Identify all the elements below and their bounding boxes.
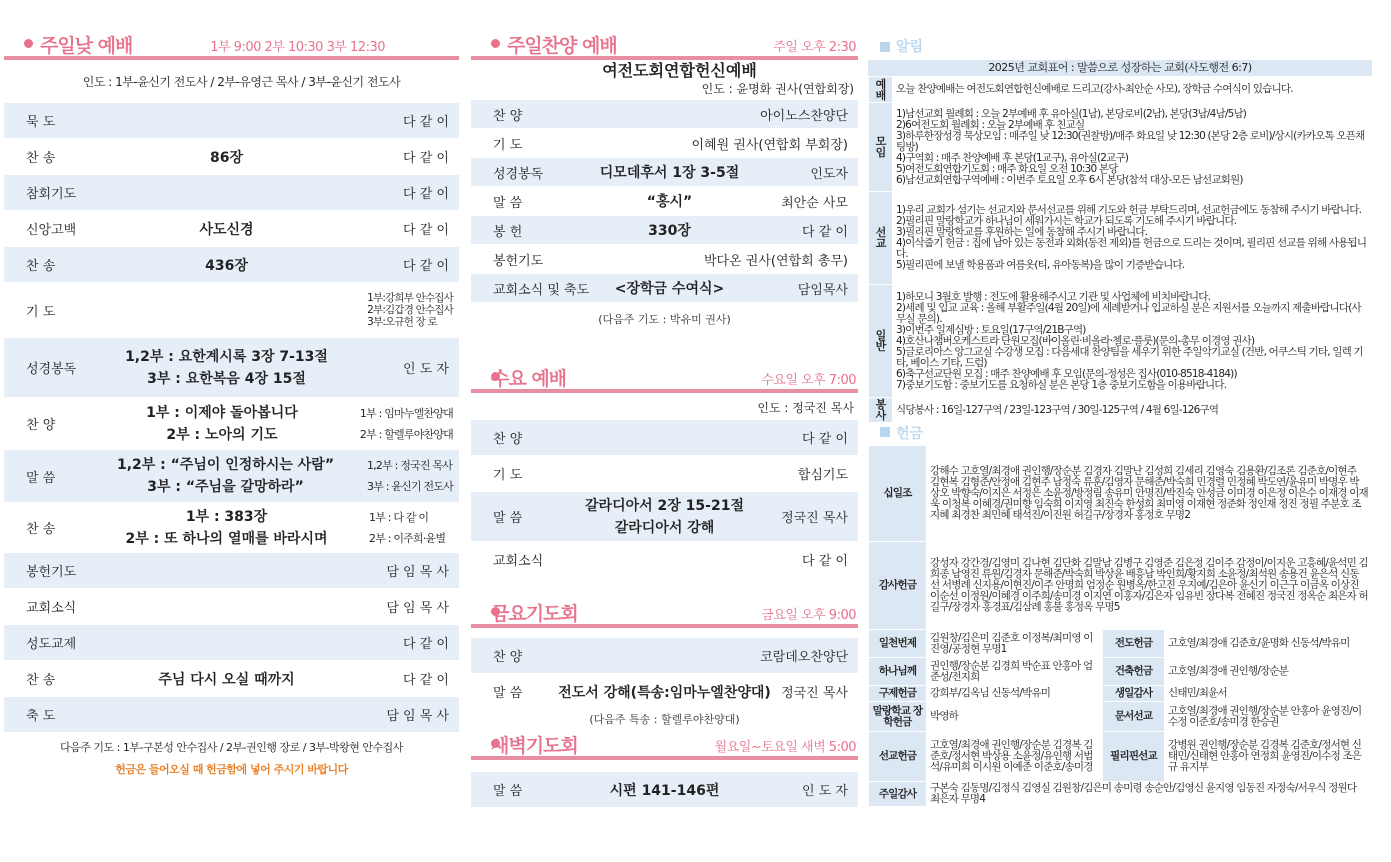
row-label: 말 씀 xyxy=(493,195,523,211)
row-right: 다 같 이 xyxy=(403,187,449,202)
leader-line: 인도 : 1부-윤신기 전도사 / 2부-유영근 목사 / 3부-윤신기 전도사 xyxy=(82,75,401,89)
offering-type: 구제헌금 xyxy=(869,686,927,702)
notice-line: 1)남선교회 월례회 : 오늘 2부예배 후 유아실(1남), 본당로비(2남), 본당(3남/4남/5남) xyxy=(896,107,1247,120)
service-row xyxy=(4,211,459,247)
offering-row xyxy=(869,782,1372,807)
notice-row xyxy=(869,77,1372,103)
notice-table xyxy=(868,76,1372,423)
offering-type: 선교헌금 xyxy=(869,732,927,782)
notice-line: 오늘 찬양예배는 여전도회연합헌신예배로 드리고(강사-최안순 사모), 장학금 수여식이 있습니다. xyxy=(896,83,1293,95)
service-row xyxy=(4,503,459,553)
row-label: 말 씀 xyxy=(493,511,523,526)
offering-type: 문서선교 xyxy=(1103,702,1165,732)
wednesday-header xyxy=(471,363,858,393)
notice-line: 6)남선교회연합구역예배 : 이번주 토요일 오후 6시 본당(참석 대상-모든 남선교회원) xyxy=(896,173,1243,186)
row-right: 다 같 이 xyxy=(403,259,449,274)
praise-next: (다음주 기도 : 박유미 권사) xyxy=(598,313,731,326)
notice-line: 3)필리핀 말랑학교를 후원하는 일에 동참해 주시기 바랍니다. xyxy=(896,226,1148,238)
offering-row xyxy=(869,686,1372,702)
row-content-line: 1,2부 : “주님이 인정하시는 사람” xyxy=(116,457,335,473)
notice-text xyxy=(893,77,1372,103)
offering-row xyxy=(869,630,1372,658)
row-label: 교회소식 xyxy=(26,601,77,616)
notice-line: 1)하모니 3월호 발행 : 전도에 활용해주시고 기관 및 사업체에 비치바랍니다. xyxy=(896,290,1211,303)
row-content: “홍시” xyxy=(646,194,693,210)
service-time: 금요일 오후 9:00 xyxy=(761,608,856,623)
service-time: 수요일 오후 7:00 xyxy=(761,373,856,388)
service-row xyxy=(4,338,459,398)
row-right-line: 1,2부 : 정국진 목사 xyxy=(367,459,453,472)
offering-header xyxy=(868,423,1372,445)
offering-names: 박영하 xyxy=(927,702,1103,732)
offering-names: 신태민/최윤서 xyxy=(1165,686,1372,702)
service-row xyxy=(471,245,858,274)
row-content xyxy=(84,402,360,446)
row-content xyxy=(84,506,369,550)
row-content: 86장 xyxy=(209,149,243,166)
row-label: 말 씀 xyxy=(26,470,56,486)
order-of-service xyxy=(4,103,459,733)
service-row xyxy=(4,697,459,733)
row-right: 인도자 xyxy=(810,166,848,182)
notice-line: 2)세례 및 입교 교육 : 올해 부활주일(4월 20일)에 세례받거나 입교하실 분은 지원서를 오늘까지 제출바랍니다(사무실 문의). xyxy=(896,301,1361,325)
notice-title: 알림 xyxy=(896,39,924,55)
offering-row xyxy=(869,658,1372,686)
row-right xyxy=(367,455,459,497)
friday-order xyxy=(471,638,858,710)
section-title: 주일낮 예배 xyxy=(40,35,133,57)
service-times: 1부 9:00 2부 10:30 3부 12:30 xyxy=(210,40,385,55)
row-label: 찬 송 xyxy=(26,673,56,688)
row-right: 이혜원 권사(연합회 부회장) xyxy=(691,137,848,153)
friday-next: (다음주 특송 : 할렐루야찬양대) xyxy=(589,713,740,726)
row-content-line: 갈라디아서 강해 xyxy=(614,519,715,536)
row-content: 주님 다시 오실 때까지 xyxy=(158,671,295,688)
offering-type: 주일감사 xyxy=(869,782,927,807)
notice-key: 일 반 xyxy=(869,285,893,398)
service-row xyxy=(4,450,459,503)
notice-column xyxy=(868,30,1372,807)
service-row xyxy=(471,674,858,710)
offering-names: 강희부/김옥님 신동석/박유미 xyxy=(927,686,1103,702)
friday-header xyxy=(471,598,858,628)
notice-line: 6)축구선교단원 모집 : 매주 찬양예배 후 모임(문의-정성은 집사(010-8518-4184)) xyxy=(896,367,1237,380)
row-right: 담 임 목 사 xyxy=(386,601,449,616)
row-label: 신앙고백 xyxy=(26,223,77,238)
offering-names: 고호열/최경애 권인행/장순분 김경복 김준호/정서현 박상용 소윤정/유인행 서범석/유미희 이시원 이예준 이준호/송미경 xyxy=(927,732,1103,782)
notice-line: 5)여전도회연합기도회 : 매주 화요일 오전 10:30 본당 xyxy=(896,162,1118,175)
service-row xyxy=(471,456,858,492)
offering-names: 강성자 강간경/김영미 김나현 김단화 김말남 김병구 김영준 김은정 김이주 감정이/이지운 고흥혜/윤석민 김희종 남영진 류원/김경자 문해준/박숙희 박상윤 배흥남 박인희/황지희 소윤정/최석원 송용건 윤은석 신동선 서병례 신지용/이현진/이주 안명희 엄정순 원병옥/한고진 우지예/김은아 윤신기 이근구 이금옥 이상진 이순선 이정원/이혜경 이주희/송미경 이지연 이홍자/김은자 임유빈 장다복 전혜진 정국진 정옥순 최은자 허길구/장경자 홍경표/김삼례 홍불 홍정옥 무명5 xyxy=(927,542,1372,630)
service-row xyxy=(4,661,459,697)
row-right-line: 2부 : 이주희·윤별 xyxy=(369,531,446,545)
notice-text xyxy=(893,103,1372,192)
service-row xyxy=(4,398,459,450)
row-right xyxy=(360,403,459,445)
wednesday-leader: 인도 : 정국진 목사 xyxy=(757,401,854,415)
square-icon xyxy=(880,427,890,437)
service-row xyxy=(471,420,858,456)
section-title: 새벽기도회 xyxy=(491,735,578,757)
notice-line: 3)이번주 일제심방 : 토요일(17구역/21B구역) xyxy=(896,323,1086,336)
row-content xyxy=(561,495,768,539)
offering-names: 고호열/최경애 권인행/장순분 안홍아 윤영진/이수정 이준호/송미경 한승권 xyxy=(1165,702,1372,732)
notice-text xyxy=(893,192,1372,285)
row-content: 436장 xyxy=(205,257,248,274)
row-label: 찬 양 xyxy=(493,432,523,447)
notice-key: 선 교 xyxy=(869,192,893,285)
notice-key: 예배 xyxy=(869,77,893,103)
service-row xyxy=(471,158,858,187)
row-label: 성경봉독 xyxy=(26,362,77,377)
service-row xyxy=(4,283,459,338)
offering-type: 필리핀선교 xyxy=(1103,732,1165,782)
row-right-line: 2부 : 할렐루야찬양대 xyxy=(359,427,453,441)
offering-names: 강해수 고호열/최경애 권인행/장순분 김경자 김말난 김성희 김세리 김영숙 김용환/김조론 김준호/이현주 김현복 김형준/안정애 김현주 남정숙 류훈/김영자 문해준/박숙희 민경렬 민정혜 박도연/윤유미 박명우 박상오 박향숙/이지은 서정은 소윤정/방정림 송유미 안명진/박진숙 안성금 이미경 이은정 이은수 이재경 이재욱 이청복 이혜경/권미향 임숙희 이지영 최진숙 한성희 최미영 이재현 정준화 정인재 정진 정필 주분호 조지혜 최경찬 최민혜 태석진/이진원 허길구/장경자 홍정호 무명2 xyxy=(927,446,1372,542)
row-right: 다 같 이 xyxy=(802,224,848,240)
row-right: 합심기도 xyxy=(797,468,848,483)
row-right-line: 1부 : 다 같 이 xyxy=(369,510,429,524)
row-right: 정국진 목사 xyxy=(781,686,848,701)
row-content-line: 3부 : 요한복음 4장 15절 xyxy=(147,370,306,387)
row-right: 담 임 목 사 xyxy=(386,565,449,580)
section-title: 주일찬양 예배 xyxy=(507,35,617,57)
dawn-header xyxy=(471,730,858,760)
offering-row xyxy=(869,446,1372,542)
row-label: 찬 송 xyxy=(26,522,56,537)
row-content: 시편 141-146편 xyxy=(609,782,720,799)
row-content xyxy=(84,346,369,390)
row-right: 박다온 권사(연합회 총무) xyxy=(704,253,848,269)
row-label: 기 도 xyxy=(26,304,56,320)
offering-table xyxy=(868,445,1372,807)
row-right xyxy=(369,507,459,549)
offering-type: 감사헌금 xyxy=(869,542,927,630)
row-label: 찬 송 xyxy=(26,151,56,166)
row-right: 인 도 자 xyxy=(802,784,848,799)
row-label: 찬 양 xyxy=(493,650,523,665)
row-right: 다 같 이 xyxy=(802,554,848,569)
row-content-line: 1부 : 383장 xyxy=(185,508,268,525)
service-row xyxy=(4,247,459,283)
row-content-line: 갈라디아서 2장 15-21절 xyxy=(585,497,744,514)
row-right: 최안순 사모 xyxy=(781,195,848,211)
service-row xyxy=(4,175,459,211)
row-right-line: 3부 : 윤신기 전도사 xyxy=(367,480,453,493)
notice-text xyxy=(893,398,1372,423)
offering-row xyxy=(869,542,1372,630)
offering-names: 구본숙 김동명/김정식 김영실 김원창/김은미 송미령 송순안/김영신 윤지영 임동진 자정숙/서우식 정원다 최은자 무명4 xyxy=(927,782,1372,807)
row-content-line: 1부 : 이제야 돌아봅니다 xyxy=(146,404,298,421)
notice-line: 2)필리핀 말랑학교가 하나님이 세워가시는 학교가 되도록 기도해 주시기 바랍니다. xyxy=(896,215,1237,227)
weekly-services-column xyxy=(471,30,858,808)
offering-names: 강병원 권인행/장순분 김경복 김준호/정서현 신태민/신태현 안홍아 연정희 윤영진/이수정 조은규 유지부 xyxy=(1165,732,1372,782)
row-content: 디모데후서 1장 3-5절 xyxy=(599,165,740,181)
service-row xyxy=(4,553,459,589)
service-row xyxy=(471,100,858,129)
service-row xyxy=(471,187,858,216)
offering-type: 생일감사 xyxy=(1103,686,1165,702)
row-label: 교회소식 xyxy=(493,554,544,569)
wednesday-order xyxy=(471,420,858,578)
row-right: 코람데오찬양단 xyxy=(760,650,848,665)
row-label: 교회소식 및 축도 xyxy=(493,282,590,298)
offering-type: 십일조 xyxy=(869,446,927,542)
row-right: 다 같 이 xyxy=(403,223,449,238)
row-content-line: 3부 : “주님을 갈망하라” xyxy=(147,479,304,495)
section-title: 금요기도회 xyxy=(491,603,578,625)
row-right-line: 1부:강희부 안수집사 xyxy=(367,292,453,304)
row-right: 담임목사 xyxy=(797,282,848,298)
row-right: 인 도 자 xyxy=(403,362,449,377)
row-right xyxy=(367,292,459,328)
row-label: 묵 도 xyxy=(26,115,56,130)
row-right: 다 같 이 xyxy=(802,432,848,447)
row-right: 담 임 목 사 xyxy=(386,709,449,724)
row-right: 다 같 이 xyxy=(403,637,449,652)
notice-line: 3)하루한장성경 묵상모임 : 매주일 낮 12:30(권찰방)/매주 화요일 낮 12:30 (본당 2층 로비)/상시(카카오톡 오픈채팅방) xyxy=(896,129,1365,153)
row-content xyxy=(84,454,367,498)
offering-names: 권인행/장순분 김경희 박순표 안홍아 엄준성/전지희 xyxy=(927,658,1103,686)
row-label: 찬 양 xyxy=(26,418,56,433)
row-right: 정국진 목사 xyxy=(781,511,848,526)
row-content-line: 2부 : 노아의 기도 xyxy=(166,426,278,443)
row-label: 봉헌기도 xyxy=(26,565,77,580)
dawn-order xyxy=(471,772,858,808)
service-row xyxy=(471,542,858,578)
service-time: 월요일~토요일 새벽 5:00 xyxy=(714,740,856,755)
row-label: 기 도 xyxy=(493,468,523,483)
row-content: 330장 xyxy=(648,223,691,239)
notice-line: 5)필리핀에 보낼 학용품과 여름옷(티, 유아동복)을 많이 기증받습니다. xyxy=(896,259,1185,271)
row-content-line: 1,2부 : 요한계시록 3장 7-13절 xyxy=(125,348,328,365)
row-label: 말 씀 xyxy=(493,686,523,701)
row-label: 성도교제 xyxy=(26,637,77,652)
row-right-line: 2부:김갑경 안수집사 xyxy=(367,304,453,316)
next-week-prayer: 다음주 기도 : 1부-구본성 안수집사 / 2부-권인행 장로 / 3부-박왕현 안수집사 xyxy=(60,741,403,754)
offering-row xyxy=(869,732,1372,782)
notice-line: 7)중보기도함 : 중보기도를 요청하실 분은 본당 1층 중보기도함을 이용바랍니다. xyxy=(896,378,1227,391)
offering-type: 하나님께 xyxy=(869,658,927,686)
row-right: 다 같 이 xyxy=(403,673,449,688)
row-content: 전도서 강해(특송:임마누엘찬양대) xyxy=(558,684,771,701)
notice-row xyxy=(869,285,1372,398)
row-right: 아이노스찬양단 xyxy=(760,108,848,124)
row-label: 성경봉독 xyxy=(493,166,544,182)
row-content: <장학금 수여식> xyxy=(614,281,725,297)
praise-subtitle: 여전도회연합헌신예배 xyxy=(602,61,757,80)
row-content-line: 2부 : 또 하나의 열매를 바라시며 xyxy=(125,530,328,547)
notice-row xyxy=(869,103,1372,192)
row-right-line: 1부 : 임마누엘찬양대 xyxy=(359,406,453,420)
row-content: 사도신경 xyxy=(199,221,254,238)
row-label: 참회기도 xyxy=(26,187,77,202)
notice-line: 5)글로리아스 앙그교실 수강생 모집 : 다음세대 찬양팀을 세우기 위한 주일악기교실 (건반, 어쿠스틱 기타, 일렉 기타, 베이스 기타, 드럼) xyxy=(896,345,1363,369)
offering-type: 건축헌금 xyxy=(1103,658,1165,686)
notice-line: 2)6여전도회 월례회 : 오늘 2부예배 후 친교실 xyxy=(896,118,1085,131)
offering-names: 고호열/최경애 김준호/윤명화 신동석/박유미 xyxy=(1165,630,1372,658)
service-row xyxy=(471,772,858,808)
bullet-icon xyxy=(24,39,33,48)
church-motto: 2025년 교회표어 : 말씀으로 성장하는 교회(사도행전 6:7) xyxy=(868,60,1372,76)
offering-type: 일천번제 xyxy=(869,630,927,658)
service-time: 주일 오후 2:30 xyxy=(773,40,856,55)
row-right: 다 같 이 xyxy=(403,151,449,166)
service-row xyxy=(4,625,459,661)
notice-line: 1)우리 교회가 섬기는 선교지와 문서선교를 위해 기도와 헌금 부탁드리며, 선교헌금에도 동참해 주시기 바랍니다. xyxy=(896,204,1362,216)
square-icon xyxy=(880,42,890,52)
row-label: 봉 헌 xyxy=(493,224,523,240)
praise-order xyxy=(471,100,858,303)
notice-key: 모 임 xyxy=(869,103,893,192)
offering-type: 말랑학교 장학헌금 xyxy=(869,702,927,732)
row-label: 찬 양 xyxy=(493,108,523,124)
praise-worship-header xyxy=(471,30,858,60)
notice-line: 식당봉사 : 16일-127구역 / 23일-123구역 / 30일-125구역 / 4월 6일-126구역 xyxy=(896,403,1219,416)
service-row xyxy=(471,638,858,674)
offering-names: 고호열/최경애 권인행/장순분 xyxy=(1165,658,1372,686)
row-label: 봉헌기도 xyxy=(493,253,544,269)
offering-type: 전도헌금 xyxy=(1103,630,1165,658)
offering-title: 헌금 xyxy=(896,426,924,442)
notice-text xyxy=(893,285,1372,398)
row-right: 다 같 이 xyxy=(403,115,449,130)
notice-key: 봉사 xyxy=(869,398,893,423)
sunday-worship-header xyxy=(4,30,459,60)
offering-names: 김원창/김은미 김준호 이정복/최미영 이진영/공정현 무명1 xyxy=(927,630,1103,658)
notice-line: 4)호산나챔버오케스트라 단원모집(바이올린·비올라·첼로·플룻)(문의-총무 이경영 권사) xyxy=(896,334,1255,347)
service-row xyxy=(4,139,459,175)
service-row xyxy=(4,103,459,139)
notice-row xyxy=(869,192,1372,285)
row-label: 기 도 xyxy=(493,137,523,153)
bullet-icon xyxy=(491,39,500,48)
offering-row xyxy=(869,702,1372,732)
notice-line: 4)이삭줍기 헌금 : 집에 남아 있는 동전과 외화(동전 제외)를 헌금으로 드리는 것이며, 필리핀 선교를 위해 사용됩니다. xyxy=(896,237,1367,260)
offering-notice: 헌금은 들어오실 때 헌금함에 넣어 주시기 바랍니다 xyxy=(115,763,348,776)
row-label: 축 도 xyxy=(26,709,56,724)
notice-row xyxy=(869,398,1372,423)
service-row xyxy=(4,589,459,625)
service-row xyxy=(471,274,858,303)
section-title: 수요 예배 xyxy=(491,368,567,390)
service-row xyxy=(471,129,858,158)
notice-header xyxy=(868,30,1372,60)
praise-leader: 인도 : 윤명화 권사(연합회장) xyxy=(701,82,854,96)
row-label: 말 씀 xyxy=(493,784,523,799)
notice-line: 4)구역회 : 매주 찬양예배 후 본당(1교구), 유아실(2교구) xyxy=(896,151,1129,164)
row-right-line: 3부:오규헌 장 로 xyxy=(367,316,437,328)
service-row xyxy=(471,216,858,245)
sunday-worship-column xyxy=(4,30,459,777)
service-row xyxy=(471,492,858,542)
row-label: 찬 송 xyxy=(26,259,56,274)
